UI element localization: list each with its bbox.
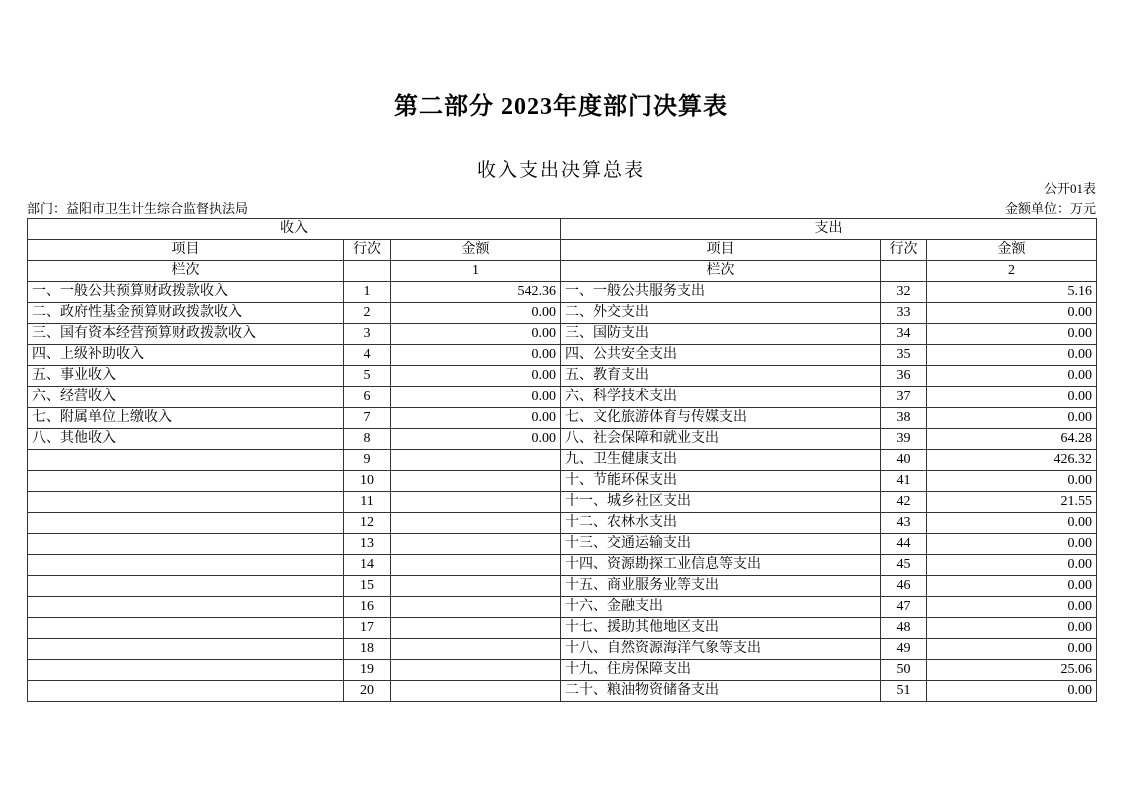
expense-amount-cell: 0.00 xyxy=(927,534,1097,555)
income-amount-cell xyxy=(391,660,561,681)
income-line-cell: 15 xyxy=(344,576,391,597)
table-row xyxy=(28,450,1097,471)
income-item-cell: 一、一般公共预算财政拨款收入 xyxy=(28,282,344,303)
income-line-cell: 12 xyxy=(344,513,391,534)
income-amount-cell: 0.00 xyxy=(391,366,561,387)
income-item-cell xyxy=(28,618,344,639)
income-line-cell: 20 xyxy=(344,681,391,702)
income-line-header: 行次 xyxy=(344,240,391,261)
expense-item-cell: 十五、商业服务业等支出 xyxy=(561,576,881,597)
income-item-cell xyxy=(28,471,344,492)
expense-line-cell: 48 xyxy=(881,618,927,639)
income-item-cell: 二、政府性基金预算财政拨款收入 xyxy=(28,303,344,324)
expense-item-cell: 七、文化旅游体育与传媒支出 xyxy=(561,408,881,429)
income-line-cell: 6 xyxy=(344,387,391,408)
income-amount-cell xyxy=(391,450,561,471)
expense-line-cell: 45 xyxy=(881,555,927,576)
expense-amount-cell: 25.06 xyxy=(927,660,1097,681)
expense-line-cell: 47 xyxy=(881,597,927,618)
income-index-label: 栏次 xyxy=(28,261,344,282)
income-item-cell: 八、其他收入 xyxy=(28,429,344,450)
expense-amount-cell: 0.00 xyxy=(927,576,1097,597)
expense-item-cell: 十一、城乡社区支出 xyxy=(561,492,881,513)
income-item-cell xyxy=(28,555,344,576)
expense-item-cell: 六、科学技术支出 xyxy=(561,387,881,408)
income-amount-header: 金额 xyxy=(391,240,561,261)
expense-item-cell: 十七、援助其他地区支出 xyxy=(561,618,881,639)
income-amount-cell: 0.00 xyxy=(391,303,561,324)
expense-line-cell: 38 xyxy=(881,408,927,429)
expense-item-cell: 十九、住房保障支出 xyxy=(561,660,881,681)
expense-line-cell: 36 xyxy=(881,366,927,387)
income-line-cell: 3 xyxy=(344,324,391,345)
income-item-cell xyxy=(28,597,344,618)
income-amount-cell xyxy=(391,471,561,492)
table-row xyxy=(28,639,1097,660)
income-amount-cell xyxy=(391,576,561,597)
expense-amount-cell: 0.00 xyxy=(927,324,1097,345)
expense-amount-cell: 0.00 xyxy=(927,303,1097,324)
table-row xyxy=(28,513,1097,534)
expense-amount-cell: 0.00 xyxy=(927,345,1097,366)
table-row xyxy=(28,681,1097,702)
income-line-cell: 5 xyxy=(344,366,391,387)
meta-row xyxy=(27,198,1096,217)
expense-item-cell: 十二、农林水支出 xyxy=(561,513,881,534)
column-index-row xyxy=(28,261,1097,282)
expense-index-label: 栏次 xyxy=(561,261,881,282)
table-row xyxy=(28,366,1097,387)
expense-amount-cell: 0.00 xyxy=(927,408,1097,429)
expense-amount-cell: 0.00 xyxy=(927,471,1097,492)
expense-amount-cell: 5.16 xyxy=(927,282,1097,303)
income-line-cell: 1 xyxy=(344,282,391,303)
income-amount-cell xyxy=(391,555,561,576)
table-row xyxy=(28,576,1097,597)
expense-amount-cell: 21.55 xyxy=(927,492,1097,513)
expense-amount-cell: 0.00 xyxy=(927,366,1097,387)
income-line-cell: 7 xyxy=(344,408,391,429)
income-amount-cell xyxy=(391,681,561,702)
income-item-cell xyxy=(28,450,344,471)
income-line-cell: 16 xyxy=(344,597,391,618)
table-body xyxy=(28,282,1097,702)
expense-line-cell: 49 xyxy=(881,639,927,660)
expense-line-cell: 32 xyxy=(881,282,927,303)
expense-line-cell: 35 xyxy=(881,345,927,366)
expense-col-index: 2 xyxy=(927,261,1097,282)
income-expense-table xyxy=(27,218,1097,702)
income-amount-cell xyxy=(391,597,561,618)
expense-amount-cell: 64.28 xyxy=(927,429,1097,450)
income-line-cell: 19 xyxy=(344,660,391,681)
expense-line-cell: 44 xyxy=(881,534,927,555)
unit-label: 金额单位：万元 xyxy=(1004,201,1096,216)
expense-item-cell: 十六、金融支出 xyxy=(561,597,881,618)
expense-line-cell: 51 xyxy=(881,681,927,702)
expense-item-cell: 十四、资源勘探工业信息等支出 xyxy=(561,555,881,576)
section-header-row xyxy=(28,219,1097,240)
income-line-cell: 13 xyxy=(344,534,391,555)
expense-item-cell: 五、教育支出 xyxy=(561,366,881,387)
expense-item-cell: 十、节能环保支出 xyxy=(561,471,881,492)
expense-line-cell: 43 xyxy=(881,513,927,534)
income-amount-cell xyxy=(391,618,561,639)
page-title: 第二部分 2023年度部门决算表 xyxy=(394,94,728,120)
income-item-cell: 七、附属单位上缴收入 xyxy=(28,408,344,429)
expense-line-cell: 46 xyxy=(881,576,927,597)
expense-item-cell: 十八、自然资源海洋气象等支出 xyxy=(561,639,881,660)
table-row xyxy=(28,324,1097,345)
expense-amount-cell: 0.00 xyxy=(927,618,1097,639)
income-item-cell xyxy=(28,639,344,660)
income-item-cell xyxy=(28,681,344,702)
income-amount-cell xyxy=(391,492,561,513)
table-row xyxy=(28,597,1097,618)
table-row xyxy=(28,492,1097,513)
income-line-cell: 11 xyxy=(344,492,391,513)
expense-item-cell: 四、公共安全支出 xyxy=(561,345,881,366)
expense-amount-cell: 0.00 xyxy=(927,681,1097,702)
expense-item-cell: 三、国防支出 xyxy=(561,324,881,345)
expense-line-header: 行次 xyxy=(881,240,927,261)
expense-item-cell: 二、外交支出 xyxy=(561,303,881,324)
expense-amount-cell: 0.00 xyxy=(927,639,1097,660)
table-row xyxy=(28,387,1097,408)
table-row xyxy=(28,660,1097,681)
expense-section-header: 支出 xyxy=(561,219,1097,240)
income-item-cell xyxy=(28,660,344,681)
expense-item-cell: 九、卫生健康支出 xyxy=(561,450,881,471)
expense-item-header: 项目 xyxy=(561,240,881,261)
income-line-cell: 18 xyxy=(344,639,391,660)
table-row xyxy=(28,618,1097,639)
income-item-cell xyxy=(28,492,344,513)
expense-item-cell: 十三、交通运输支出 xyxy=(561,534,881,555)
income-line-cell: 14 xyxy=(344,555,391,576)
expense-line-cell: 42 xyxy=(881,492,927,513)
expense-item-cell: 八、社会保障和就业支出 xyxy=(561,429,881,450)
table-row xyxy=(28,534,1097,555)
table-row xyxy=(28,345,1097,366)
income-amount-cell: 0.00 xyxy=(391,324,561,345)
income-index-line-cell xyxy=(344,261,391,282)
income-amount-cell: 0.00 xyxy=(391,387,561,408)
expense-line-cell: 39 xyxy=(881,429,927,450)
expense-amount-header: 金额 xyxy=(927,240,1097,261)
expense-line-cell: 40 xyxy=(881,450,927,471)
income-item-cell: 六、经营收入 xyxy=(28,387,344,408)
expense-item-cell: 一、一般公共服务支出 xyxy=(561,282,881,303)
income-section-header: 收入 xyxy=(28,219,561,240)
income-amount-cell: 542.36 xyxy=(391,282,561,303)
expense-line-cell: 37 xyxy=(881,387,927,408)
income-line-cell: 8 xyxy=(344,429,391,450)
income-line-cell: 4 xyxy=(344,345,391,366)
income-amount-cell: 0.00 xyxy=(391,429,561,450)
income-line-cell: 10 xyxy=(344,471,391,492)
expense-amount-cell: 0.00 xyxy=(927,513,1097,534)
income-amount-cell xyxy=(391,639,561,660)
income-item-cell: 五、事业收入 xyxy=(28,366,344,387)
income-col-index: 1 xyxy=(391,261,561,282)
expense-line-cell: 33 xyxy=(881,303,927,324)
table-row xyxy=(28,555,1097,576)
income-amount-cell xyxy=(391,513,561,534)
income-line-cell: 9 xyxy=(344,450,391,471)
income-line-cell: 17 xyxy=(344,618,391,639)
table-code-label: 公开01表 xyxy=(1043,181,1096,196)
expense-amount-cell: 0.00 xyxy=(927,555,1097,576)
expense-line-cell: 50 xyxy=(881,660,927,681)
income-item-header: 项目 xyxy=(28,240,344,261)
expense-line-cell: 41 xyxy=(881,471,927,492)
expense-item-cell: 二十、粮油物资储备支出 xyxy=(561,681,881,702)
income-amount-cell xyxy=(391,534,561,555)
income-item-cell xyxy=(28,534,344,555)
expense-amount-cell: 426.32 xyxy=(927,450,1097,471)
table-row xyxy=(28,303,1097,324)
income-amount-cell: 0.00 xyxy=(391,345,561,366)
table-row xyxy=(28,429,1097,450)
table-row xyxy=(28,471,1097,492)
income-amount-cell: 0.00 xyxy=(391,408,561,429)
table-row xyxy=(28,282,1097,303)
income-line-cell: 2 xyxy=(344,303,391,324)
expense-index-line-cell xyxy=(881,261,927,282)
department-label: 部门：益阳市卫生计生综合监督执法局 xyxy=(27,201,249,216)
income-item-cell xyxy=(28,576,344,597)
table-title: 收入支出决算总表 xyxy=(476,160,645,181)
income-item-cell xyxy=(28,513,344,534)
expense-line-cell: 34 xyxy=(881,324,927,345)
income-item-cell: 三、国有资本经营预算财政拨款收入 xyxy=(28,324,344,345)
income-item-cell: 四、上级补助收入 xyxy=(28,345,344,366)
expense-amount-cell: 0.00 xyxy=(927,387,1097,408)
column-header-row xyxy=(28,240,1097,261)
expense-amount-cell: 0.00 xyxy=(927,597,1097,618)
table-row xyxy=(28,408,1097,429)
